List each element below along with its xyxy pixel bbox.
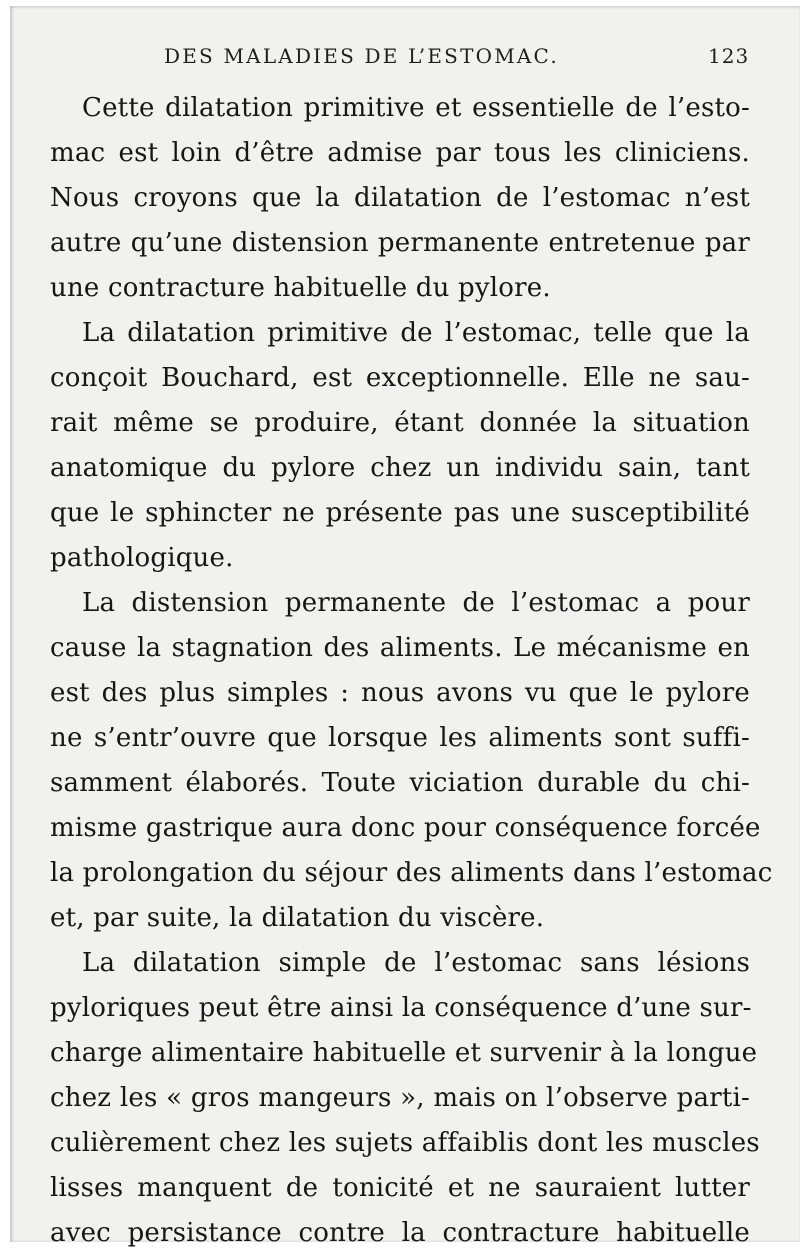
text-line: que le sphincter ne présente pas une susceptibilité — [50, 498, 750, 528]
text-line: culièrement chez les sujets affaiblis dont les muscles — [50, 1128, 760, 1158]
text-line: ne s’entr’ouvre que lorsque les aliments sont suffi- — [50, 723, 750, 753]
text-line: pyloriques peut être ainsi la conséquence d’une sur- — [50, 993, 752, 1023]
text-line: chez les « gros mangeurs », mais on l’observe parti- — [50, 1083, 750, 1113]
text-line: Nous croyons que la dilatation de l’estomac n’est — [50, 183, 750, 213]
text-line: cause la stagnation des aliments. Le mécanisme en — [50, 633, 750, 663]
text-line: la prolongation du séjour des aliments dans l’estomac — [50, 858, 773, 888]
text-line: samment élaborés. Toute viciation durable du chi- — [50, 768, 750, 798]
text-line: La dilatation simple de l’estomac sans lésions — [82, 948, 750, 978]
text-line: rait même se produire, étant donnée la situation — [50, 408, 750, 438]
running-head — [0, 36, 800, 76]
running-title: DES MALADIES DE L’ESTOMAC. — [164, 44, 559, 68]
text-line: une contracture habituelle du pylore. — [50, 273, 551, 303]
text-line: mac est loin d’être admise par tous les cliniciens. — [50, 138, 750, 168]
text-line: est des plus simples : nous avons vu que le pylore — [50, 678, 750, 708]
text-line: misme gastrique aura donc pour conséquence forcée — [50, 813, 761, 843]
text-line: La dilatation primitive de l’estomac, telle que la — [82, 318, 750, 348]
text-line: lisses manquent de tonicité et ne sauraient lutter — [50, 1173, 750, 1203]
text-line: Cette dilatation primitive et essentielle de l’esto- — [82, 93, 750, 123]
page-number: 123 — [708, 44, 750, 68]
text-line: autre qu’une distension permanente entretenue par — [50, 228, 750, 258]
text-line: conçoit Bouchard, est exceptionnelle. Elle ne sau- — [50, 363, 750, 393]
text-line: charge alimentaire habituelle et survenir à la longue — [50, 1038, 758, 1068]
text-line: avec persistance contre la contracture habituelle — [50, 1218, 750, 1248]
text-line: La distension permanente de l’estomac a pour — [82, 588, 750, 618]
text-line: et, par suite, la dilatation du viscère. — [50, 903, 545, 933]
text-line: anatomique du pylore chez un individu sain, tant — [50, 453, 750, 483]
text-line: pathologique. — [50, 543, 234, 573]
